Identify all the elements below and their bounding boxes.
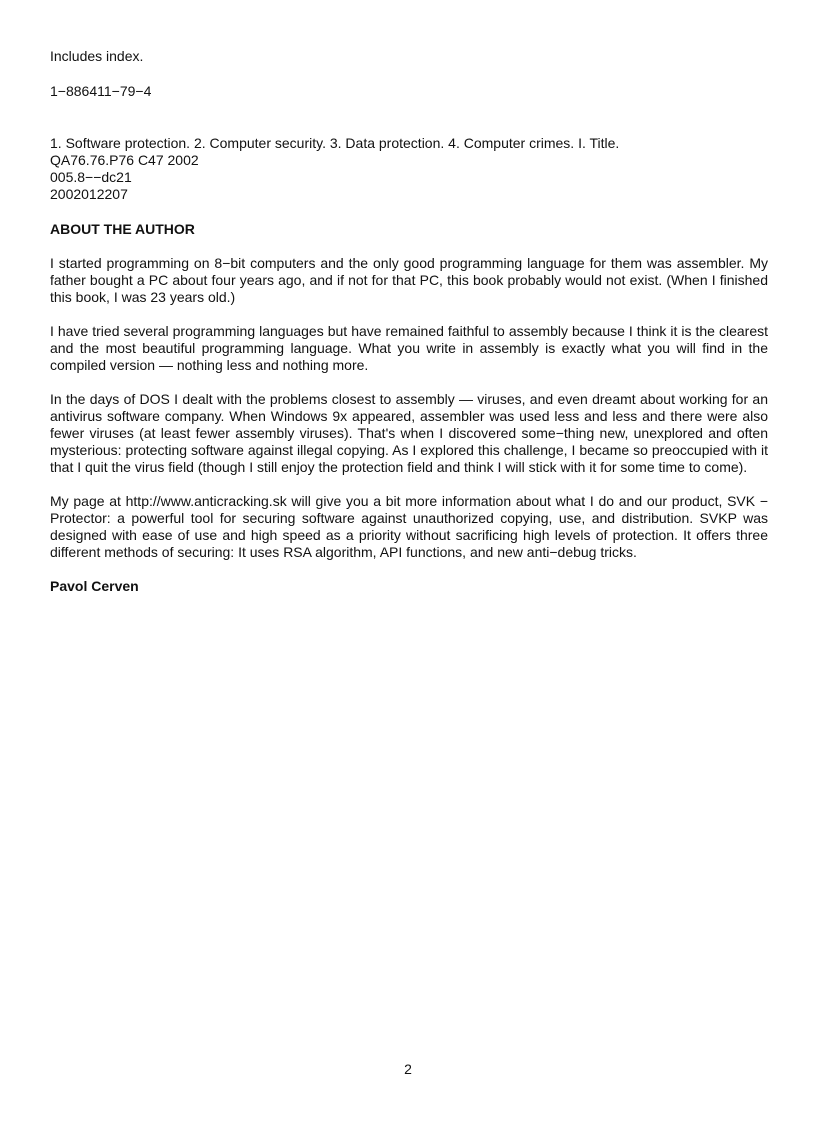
section-heading: ABOUT THE AUTHOR bbox=[50, 221, 195, 237]
author-signature: Pavol Cerven bbox=[50, 578, 139, 594]
catalog-subjects: 1. Software protection. 2. Computer security. 3. Data protection. 4. Computer crimes. I. Title. bbox=[50, 135, 620, 151]
paragraph-1: I started programming on 8−bit computers and the only good programming language for them was assembler. My father bought a PC about four years ago, and if not for that PC, this book probably would not exist. (When I finished this book, I was 23 years old.) bbox=[50, 255, 768, 305]
dewey-number: 005.8−−dc21 bbox=[50, 169, 132, 185]
page-number: 2 bbox=[404, 1061, 412, 1077]
document-page bbox=[50, 48, 768, 595]
paragraph-2: I have tried several programming languages but have remained faithful to assembly because I think it is the clearest and the most beautiful programming language. What you write in assembly is exactly what you will find in the compiled version — nothing less and nothing more. bbox=[50, 323, 768, 373]
paragraph-4: My page at http://www.anticracking.sk will give you a bit more information about what I do and our product, SVK − Protector: a powerful tool for securing software against unauthorized copying, use, and distribution. SVKP was designed with ease of use and high speed as a priority without sacrificing high levels of protection. It offers three different methods of securing: It uses RSA algorithm, API functions, and new anti−debug tricks. bbox=[50, 493, 768, 560]
catalog-note: Includes index. bbox=[50, 48, 144, 64]
lccn: 2002012207 bbox=[50, 186, 128, 202]
paragraph-3: In the days of DOS I dealt with the problems closest to assembly — viruses, and even dreamt about working for an antivirus software company. When Windows 9x appeared, assembler was used less and less and there were also fewer viruses (at least fewer assembly viruses). That's when I discovered some−thing new, unexplored and often mysterious: protecting software against illegal copying. As I explored this challenge, I became so preoccupied with it that I quit the virus field (though I still enjoy the protection field and think I will stick with it for some time to come). bbox=[50, 391, 768, 475]
isbn: 1−886411−79−4 bbox=[50, 83, 152, 99]
call-number: QA76.76.P76 C47 2002 bbox=[50, 152, 199, 168]
